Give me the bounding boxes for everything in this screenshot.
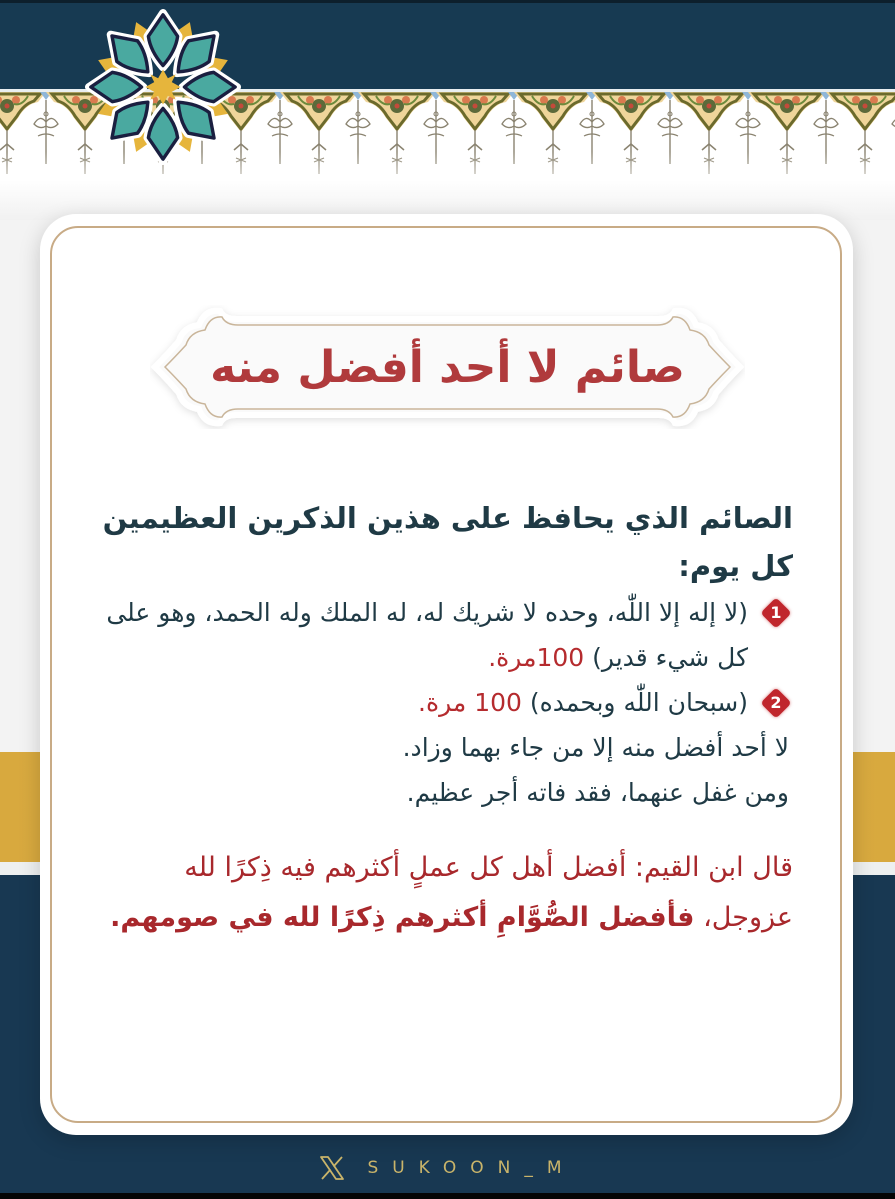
dhikr-text-1: (لا إله إلا اللّٰه، وحده لا شريك له، له الملك وله الحمد، وهو على كل شيء قدير) [106,598,748,672]
card-content [100,494,793,970]
title-banner [150,305,745,429]
footer-social [0,1148,895,1188]
social-handle[interactable]: SUKOON_M [367,1158,576,1178]
top-edge [0,0,895,3]
x-logo-icon[interactable] [319,1155,345,1181]
dhikr-text-2: (سبحان اللّٰه وبحمده) [529,688,748,717]
dhikr-count-2: 100 مرة. [418,688,522,717]
quote-normal: قال ابن القيم: أفضل أهل كل عملٍ أكثرهم فيه ذِكرًا لله عزوجل، [184,852,793,933]
bottom-edge [0,1193,895,1199]
dhikr-count-1: 100مرة. [488,643,585,672]
number-badge-2: 2 [760,687,791,718]
list-item-1 [100,590,793,680]
content-card [40,214,853,1135]
ibn-qayyim-quote [100,843,793,943]
intro-heading: الصائم الذي يحافظ على هذين الذكرين العظيمين كل يوم: [102,501,793,583]
statement-line-1: لا أحد أفضل منه إلا من جاء بهما وزاد. [402,733,789,762]
quote-bold: فأفضل الصُّوَّامِ أكثرهم ذِكرًا لله في صومهم. [110,902,695,933]
number-badge-1: 1 [760,597,791,628]
statement-line-2: ومن غفل عنهما، فقد فاته أجر عظيم. [406,778,789,807]
list-item-2 [100,680,793,725]
page-title: صائم لا أحد أفضل منه [210,341,685,393]
islamic-star-flower-icon [85,9,241,165]
